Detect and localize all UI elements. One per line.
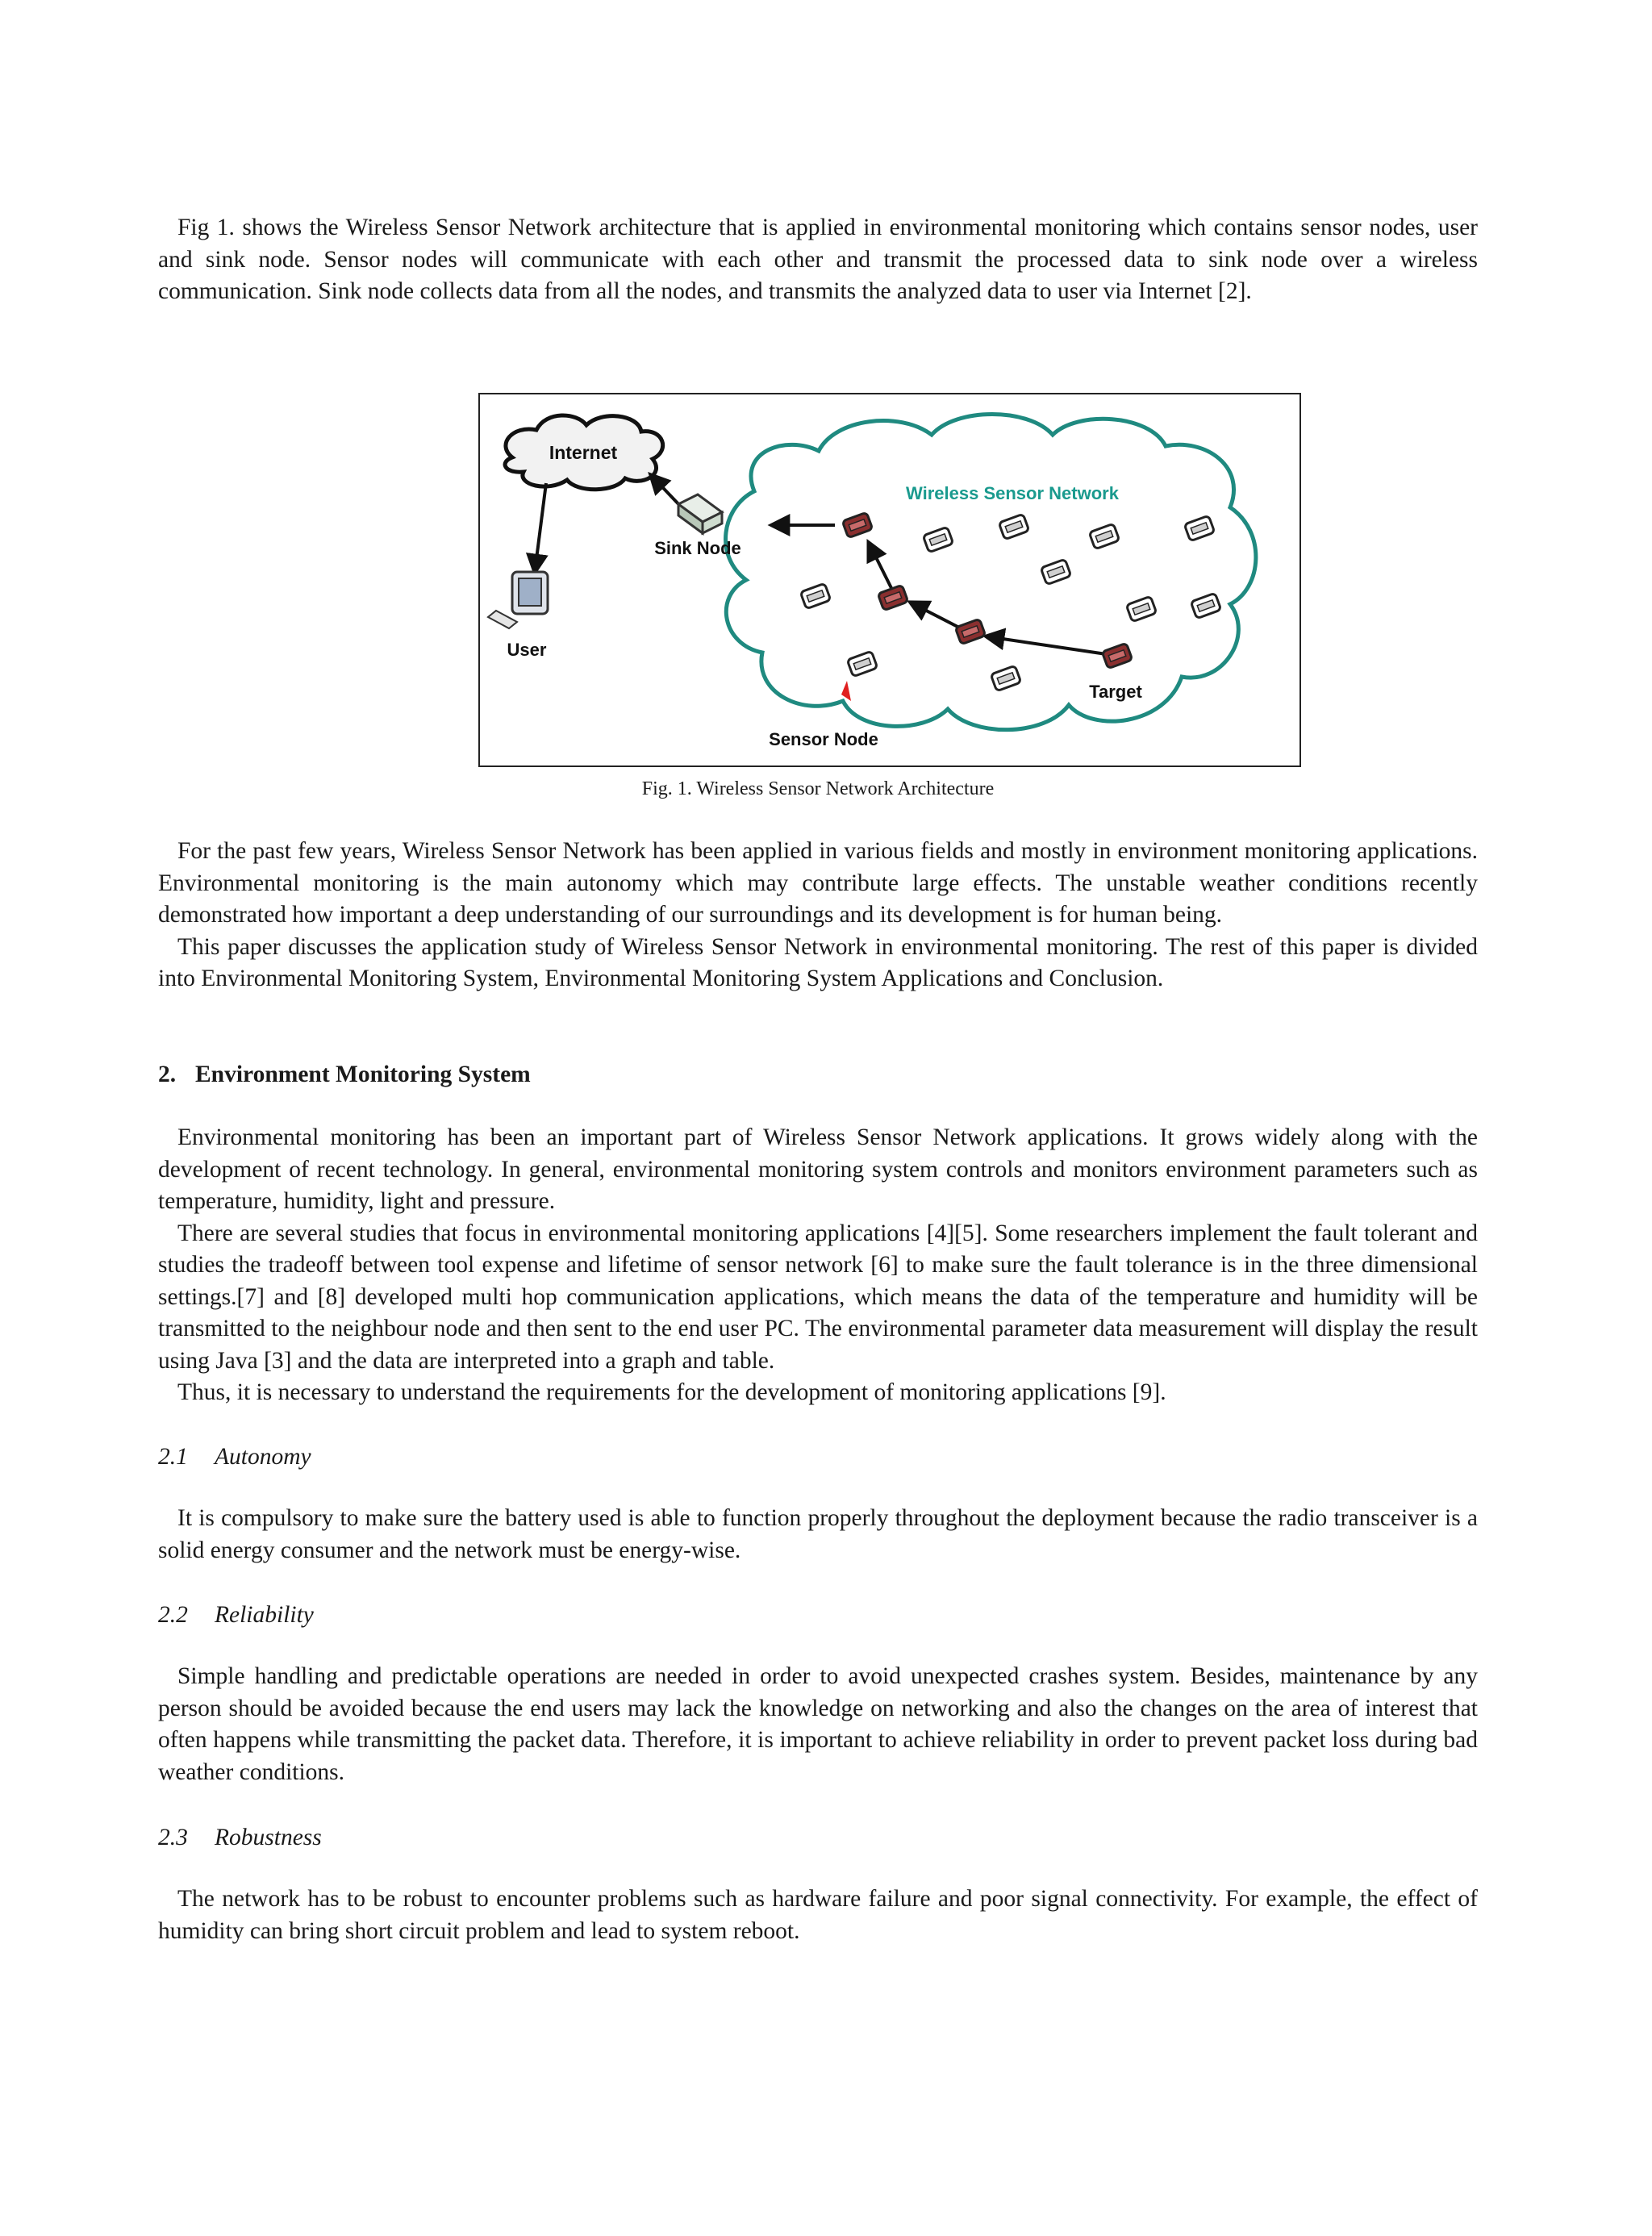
subsection-number: 2.2 (158, 1602, 188, 1628)
subsection-2-2-heading (158, 1599, 1478, 1631)
subsection-title: Autonomy (215, 1444, 311, 1470)
subsection-number: 2.1 (158, 1444, 188, 1470)
subsection-title: Robustness (215, 1825, 322, 1850)
section-2-paragraph-3: Thus, it is necessary to understand the requirements for the development of monitoring applications [9]. (177, 1379, 1166, 1405)
paragraph-past-years: For the past few years, Wireless Sensor Network has been applied in various fields and mostly in environment monitoring applications. Environmental monitoring is the main autonomy which may contribute large effects. The unstable weather conditions recently demonstrated how important a deep understanding of our surroundings and its development is for human being. (158, 838, 1478, 928)
section-title: Environment Monitoring System (195, 1062, 531, 1087)
sink-node-icon (678, 494, 722, 533)
section-2-body (158, 1122, 1478, 1409)
wsn-cloud-icon (726, 415, 1256, 730)
intro-block (158, 212, 1478, 308)
subsection-2-2-paragraph: Simple handling and predictable operations are needed in order to avoid unexpected crashes system. Besides, maintenance by any person should be avoided because the end users may lack the knowledge on networking and also the changes on the area of interest that often happens while transmitting the packet data. Therefore, it is important to achieve reliability in order to prevent packet loss during bad weather conditions. (158, 1663, 1478, 1785)
section-2-heading (158, 1058, 1478, 1091)
subsection-title: Reliability (215, 1602, 314, 1628)
sink-node-label: Sink Node (654, 538, 741, 558)
user-label: User (507, 640, 547, 660)
user-computer-icon (488, 572, 548, 628)
subsection-2-1-paragraph: It is compulsory to make sure the battery used is able to function properly throughout the deployment because the radio transceiver is a solid energy consumer and the network must be energy-wise. (158, 1505, 1478, 1563)
arrow-sink-to-internet (651, 475, 682, 507)
internet-label: Internet (549, 442, 618, 463)
subsection-2-3-body (158, 1883, 1478, 1947)
subsection-2-3-paragraph: The network has to be robust to encounter problems such as hardware failure and poor signal connectivity. For example, the effect of humidity can bring short circuit problem and lead to system reboot. (158, 1886, 1478, 1944)
figure-caption: Fig. 1. Wireless Sensor Network Architecture (641, 778, 995, 799)
subsection-2-2-body (158, 1661, 1478, 1788)
subsection-2-1-heading (158, 1441, 1478, 1473)
body-block-1 (158, 836, 1478, 995)
wsn-diagram (480, 394, 1299, 765)
paragraph-this-paper: This paper discusses the application study of Wireless Sensor Network in environmental monitoring. The rest of this paper is divided into Environmental Monitoring System, Environmental Monitoring System Applications and Conclusion. (158, 933, 1478, 991)
target-label: Target (1089, 682, 1142, 702)
section-2-paragraph-2: There are several studies that focus in environmental monitoring applications [4][5]. Some researchers implement the fault tolerant and studies the tradeoff between tool expense and lifetime of sensor network [6] to make sure the fault tolerance is in the three dimensional settings.[7] and [8] developed multi hop communication applications, which means the data of the temperature and humidity will be transmitted to the neighbour node and then sent to the end user PC. The environmental parameter data measurement will display the result using Java [3] and the data are interpreted into a graph and table. (158, 1220, 1478, 1374)
intro-paragraph: Fig 1. shows the Wireless Sensor Network architecture that is applied in environmental monitoring which contains sensor nodes, user and sink node. Sensor nodes will communicate with each other and transmit the processed data to sink node over a wireless communication. Sink node collects data from all the nodes, and transmits the analyzed data to user via Internet [2]. (158, 215, 1478, 304)
subsection-2-3-heading (158, 1821, 1478, 1854)
subsection-2-1-body (158, 1503, 1478, 1566)
subsection-number: 2.3 (158, 1825, 188, 1850)
figure-wsn-architecture (478, 393, 1301, 767)
wsn-label: Wireless Sensor Network (906, 483, 1119, 503)
section-number: 2. (158, 1062, 177, 1087)
sensor-node-label: Sensor Node (769, 729, 878, 749)
section-2-paragraph-1: Environmental monitoring has been an important part of Wireless Sensor Network applications. It grows widely along with the development of recent technology. In general, environmental monitoring system controls and monitors environment parameters such as temperature, humidity, light and pressure. (158, 1124, 1478, 1214)
arrow-internet-to-user (535, 483, 546, 572)
